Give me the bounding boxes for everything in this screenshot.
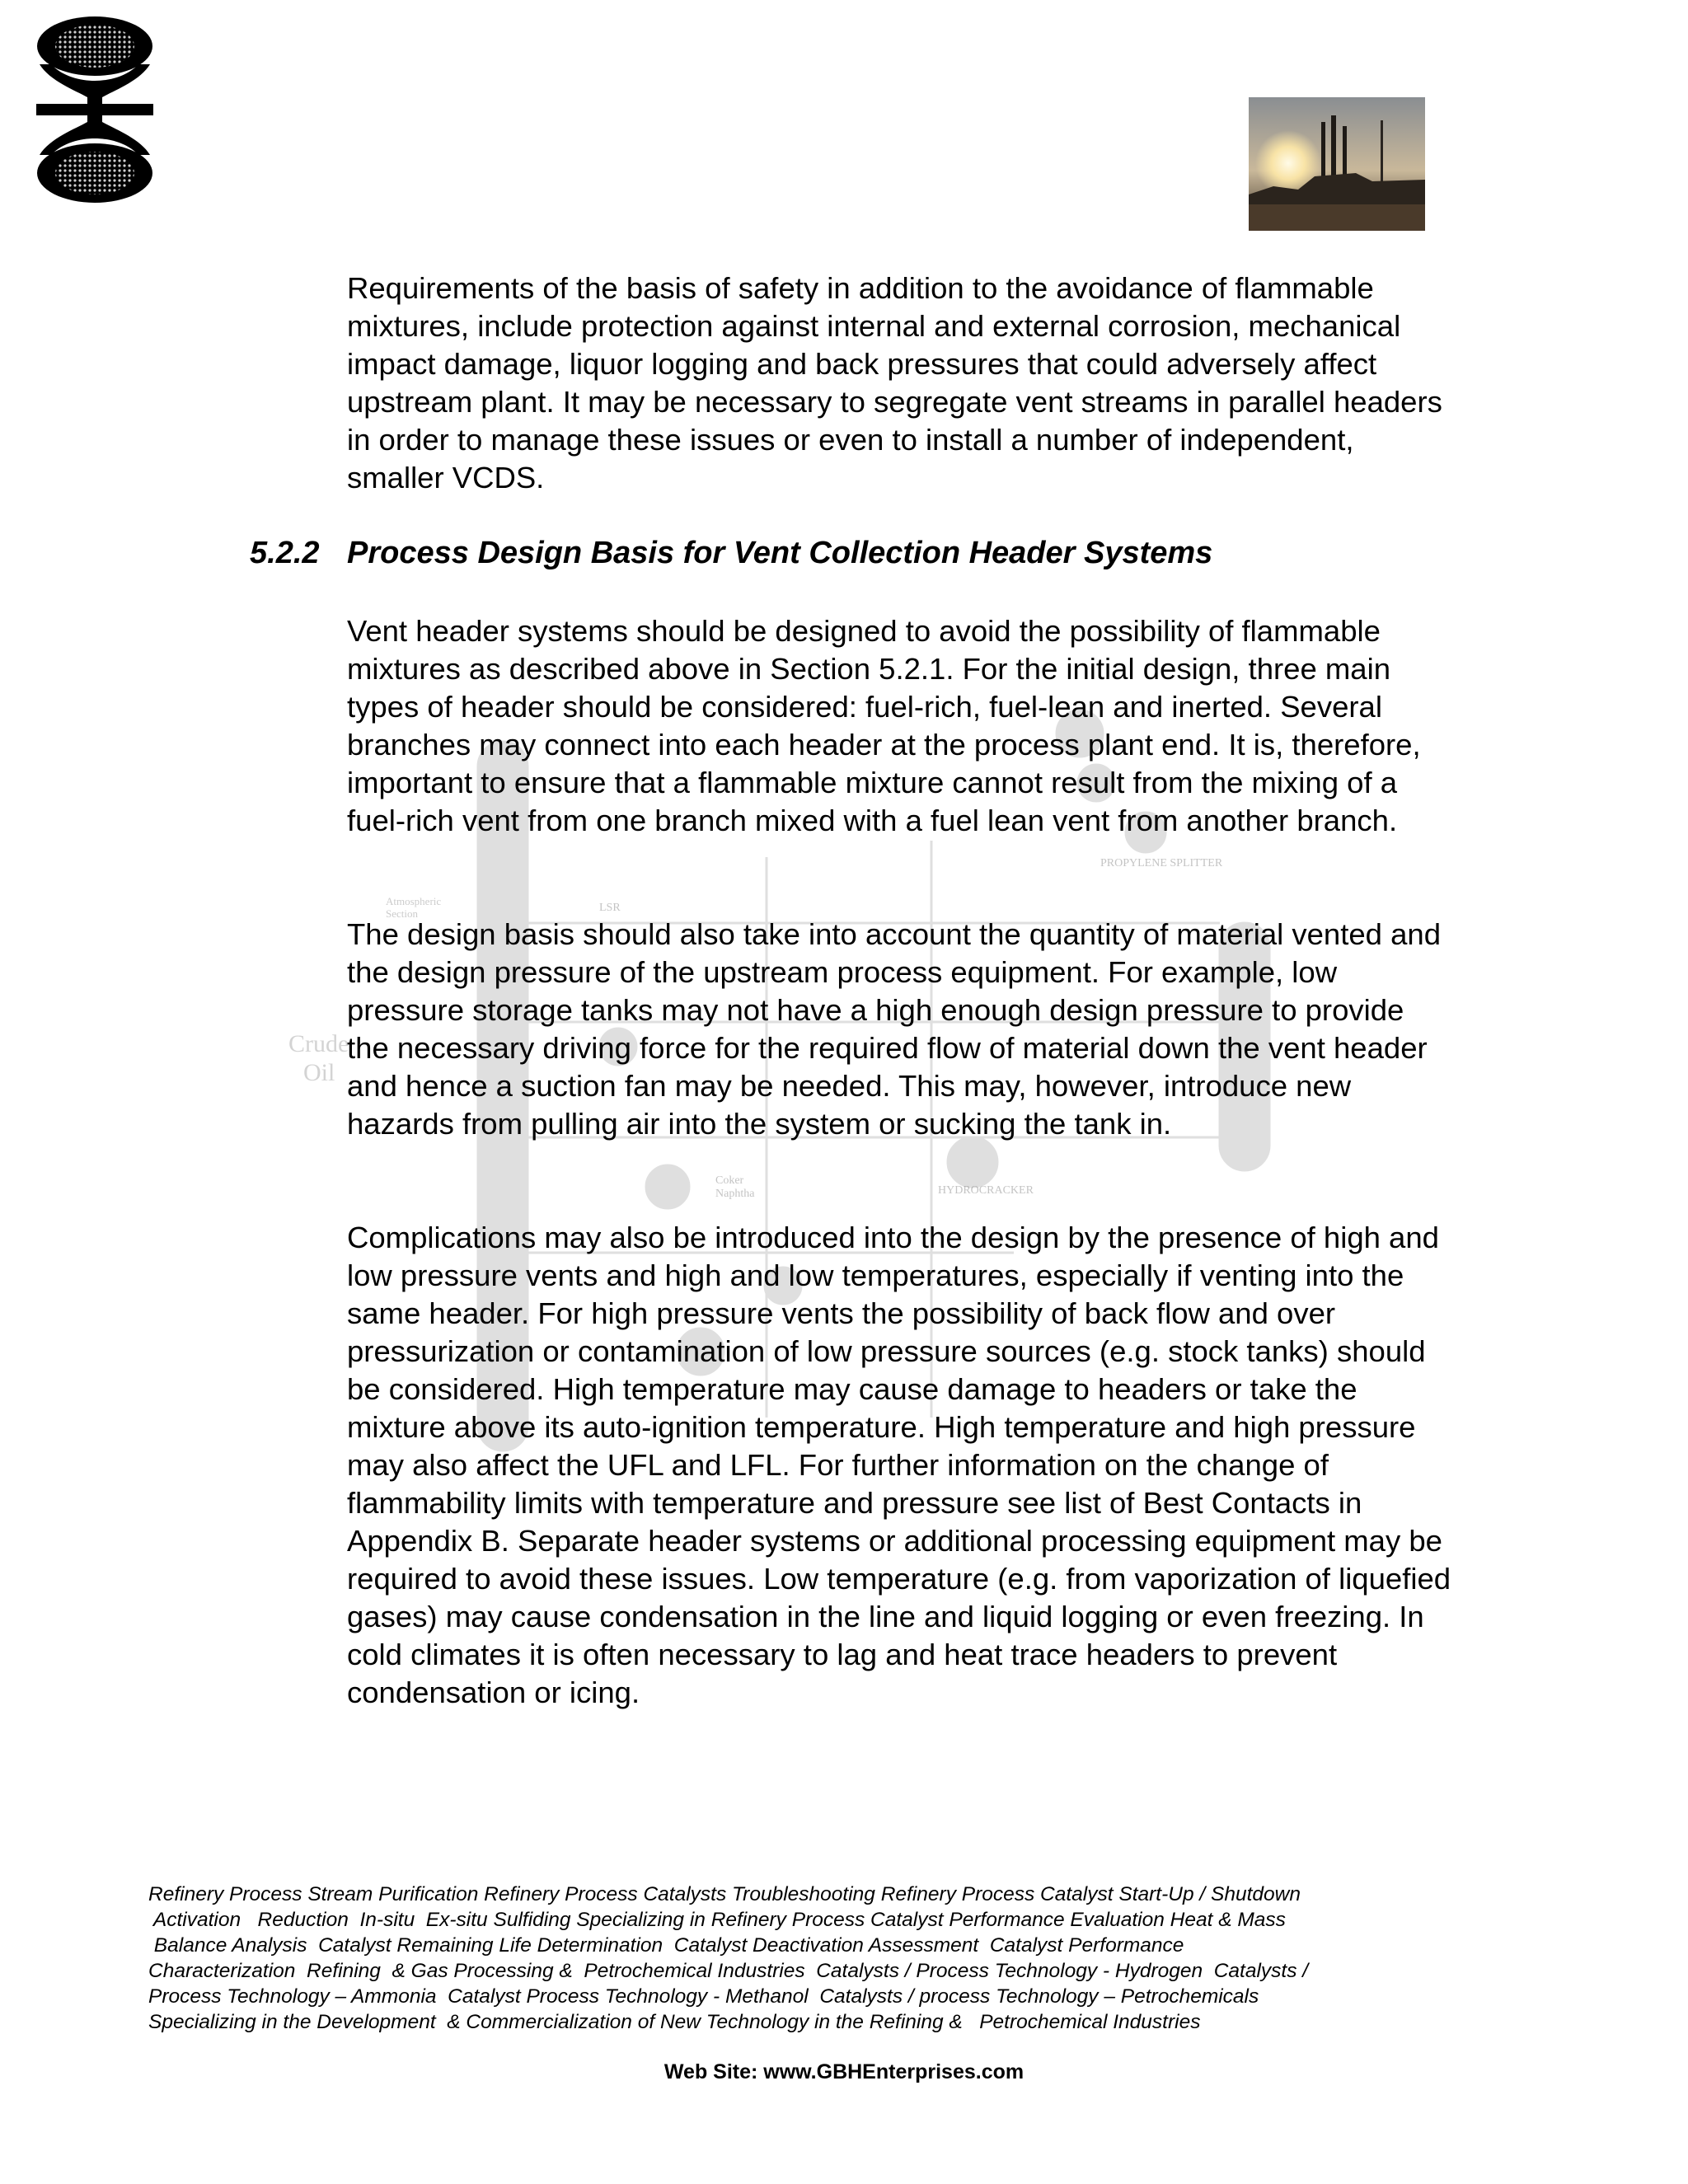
footer-line: Refinery Process Stream Purification Refinery Process Catalysts Troubleshooting Refinery Process Catalyst Start-Up / Shutdown <box>148 1883 1301 1905</box>
watermark-label-hydrocracker: HYDROCRACKER <box>938 1184 1034 1197</box>
company-logo <box>33 15 157 204</box>
watermark-label-lsr: LSR <box>599 902 621 914</box>
refinery-photo <box>1249 97 1425 231</box>
footer-line: Specializing in the Development & Commercialization of New Technology in the Refining & Petrochemical Industries <box>148 2011 1201 2033</box>
footer-line: Process Technology – Ammonia Catalyst Process Technology - Methanol Catalysts / process Technology – Petrochemicals <box>148 1985 1259 2008</box>
paragraph-design-basis: The design basis should also take into account the quantity of material vented and the design pressure of the upstream process equipment. For example, low pressure storage tanks may not have a high enough design pressure to provide the necessary driving force for the required flow of material down the vent header and hence a suction fan may be needed. This may, however, introduce new hazards from pulling air into the system or sucking the tank in. <box>347 917 1442 1141</box>
footer-line: Characterization Refining & Gas Processing & Petrochemical Industries Catalysts / Process Technology - Hydrogen Catalysts / <box>148 1960 1309 1982</box>
paragraph-header-types: Vent header systems should be designed to avoid the possibility of flammable mixtures as described above in Section 5.2.1. For the initial design, three main types of header should be considered: fuel-rich, fuel-lean and inerted. Several branches may connect into each header at the process plant end. It is, therefore, important to ensure that a flammable mixture cannot result from the mixing of a fuel-rich vent from one branch mixed with a fuel lean vent from another branch. <box>347 614 1421 837</box>
paragraph-complications: Complications may also be introduced into the design by the presence of high and low pressure vents and high and low temperatures, especially if venting into the same header. For high pressure vents the possibility of back flow and over pressurization or contamination of low pressure sources (e.g. stock tanks) should be considered. High temperature may cause damage to headers or take the mixture above its auto-ignition temperature. High temperature and high pressure may also affect the UFL and LFL. For further information on the change of flammability limits with temperature and pressure see list of Best Contacts in Appendix B. Separate header systems or additional processing equipment may be required to avoid these issues. Low temperature (e.g. from vaporization of liquefied gases) may cause condensation in the line and liquid logging or even freezing. In cold climates it is often necessary to lag and heat trace headers to prevent condensation or icing. <box>347 1221 1451 1709</box>
watermark-label-coker-naphtha: Coker Naphtha <box>715 1174 755 1200</box>
watermark-label-crude: Crude <box>288 1030 349 1057</box>
section-heading <box>250 534 1212 572</box>
section-title: Process Design Basis for Vent Collection Header Systems <box>347 536 1213 570</box>
footer-line: Activation Reduction In-situ Ex-situ Sulfiding Specializing in Refinery Process Catalyst Performance Evaluation Heat & Mass <box>148 1909 1286 1931</box>
watermark-label-atmospheric: Atmospheric Section <box>386 895 442 920</box>
watermark-label-propylene: PROPYLENE SPLITTER <box>1100 857 1223 869</box>
paragraph-basis-of-safety: Requirements of the basis of safety in addition to the avoidance of flammable mixtures, include protection against internal and external corrosion, mechanical impact damage, liquor logging and back pressures that could adversely affect upstream plant. It may be necessary to segregate vent streams in parallel headers in order to manage these issues or even to install a number of independent, smaller VCDS. <box>347 271 1442 494</box>
footer-services-text <box>148 1882 1434 2035</box>
watermark-label-oil: Oil <box>303 1059 335 1086</box>
footer-line: Balance Analysis Catalyst Remaining Life Determination Catalyst Deactivation Assessment Catalyst Performance <box>148 1934 1184 1957</box>
section-number: 5.2.2 <box>250 536 320 570</box>
footer-website: Web Site: www.GBHEnterprises.com <box>663 2060 1025 2083</box>
